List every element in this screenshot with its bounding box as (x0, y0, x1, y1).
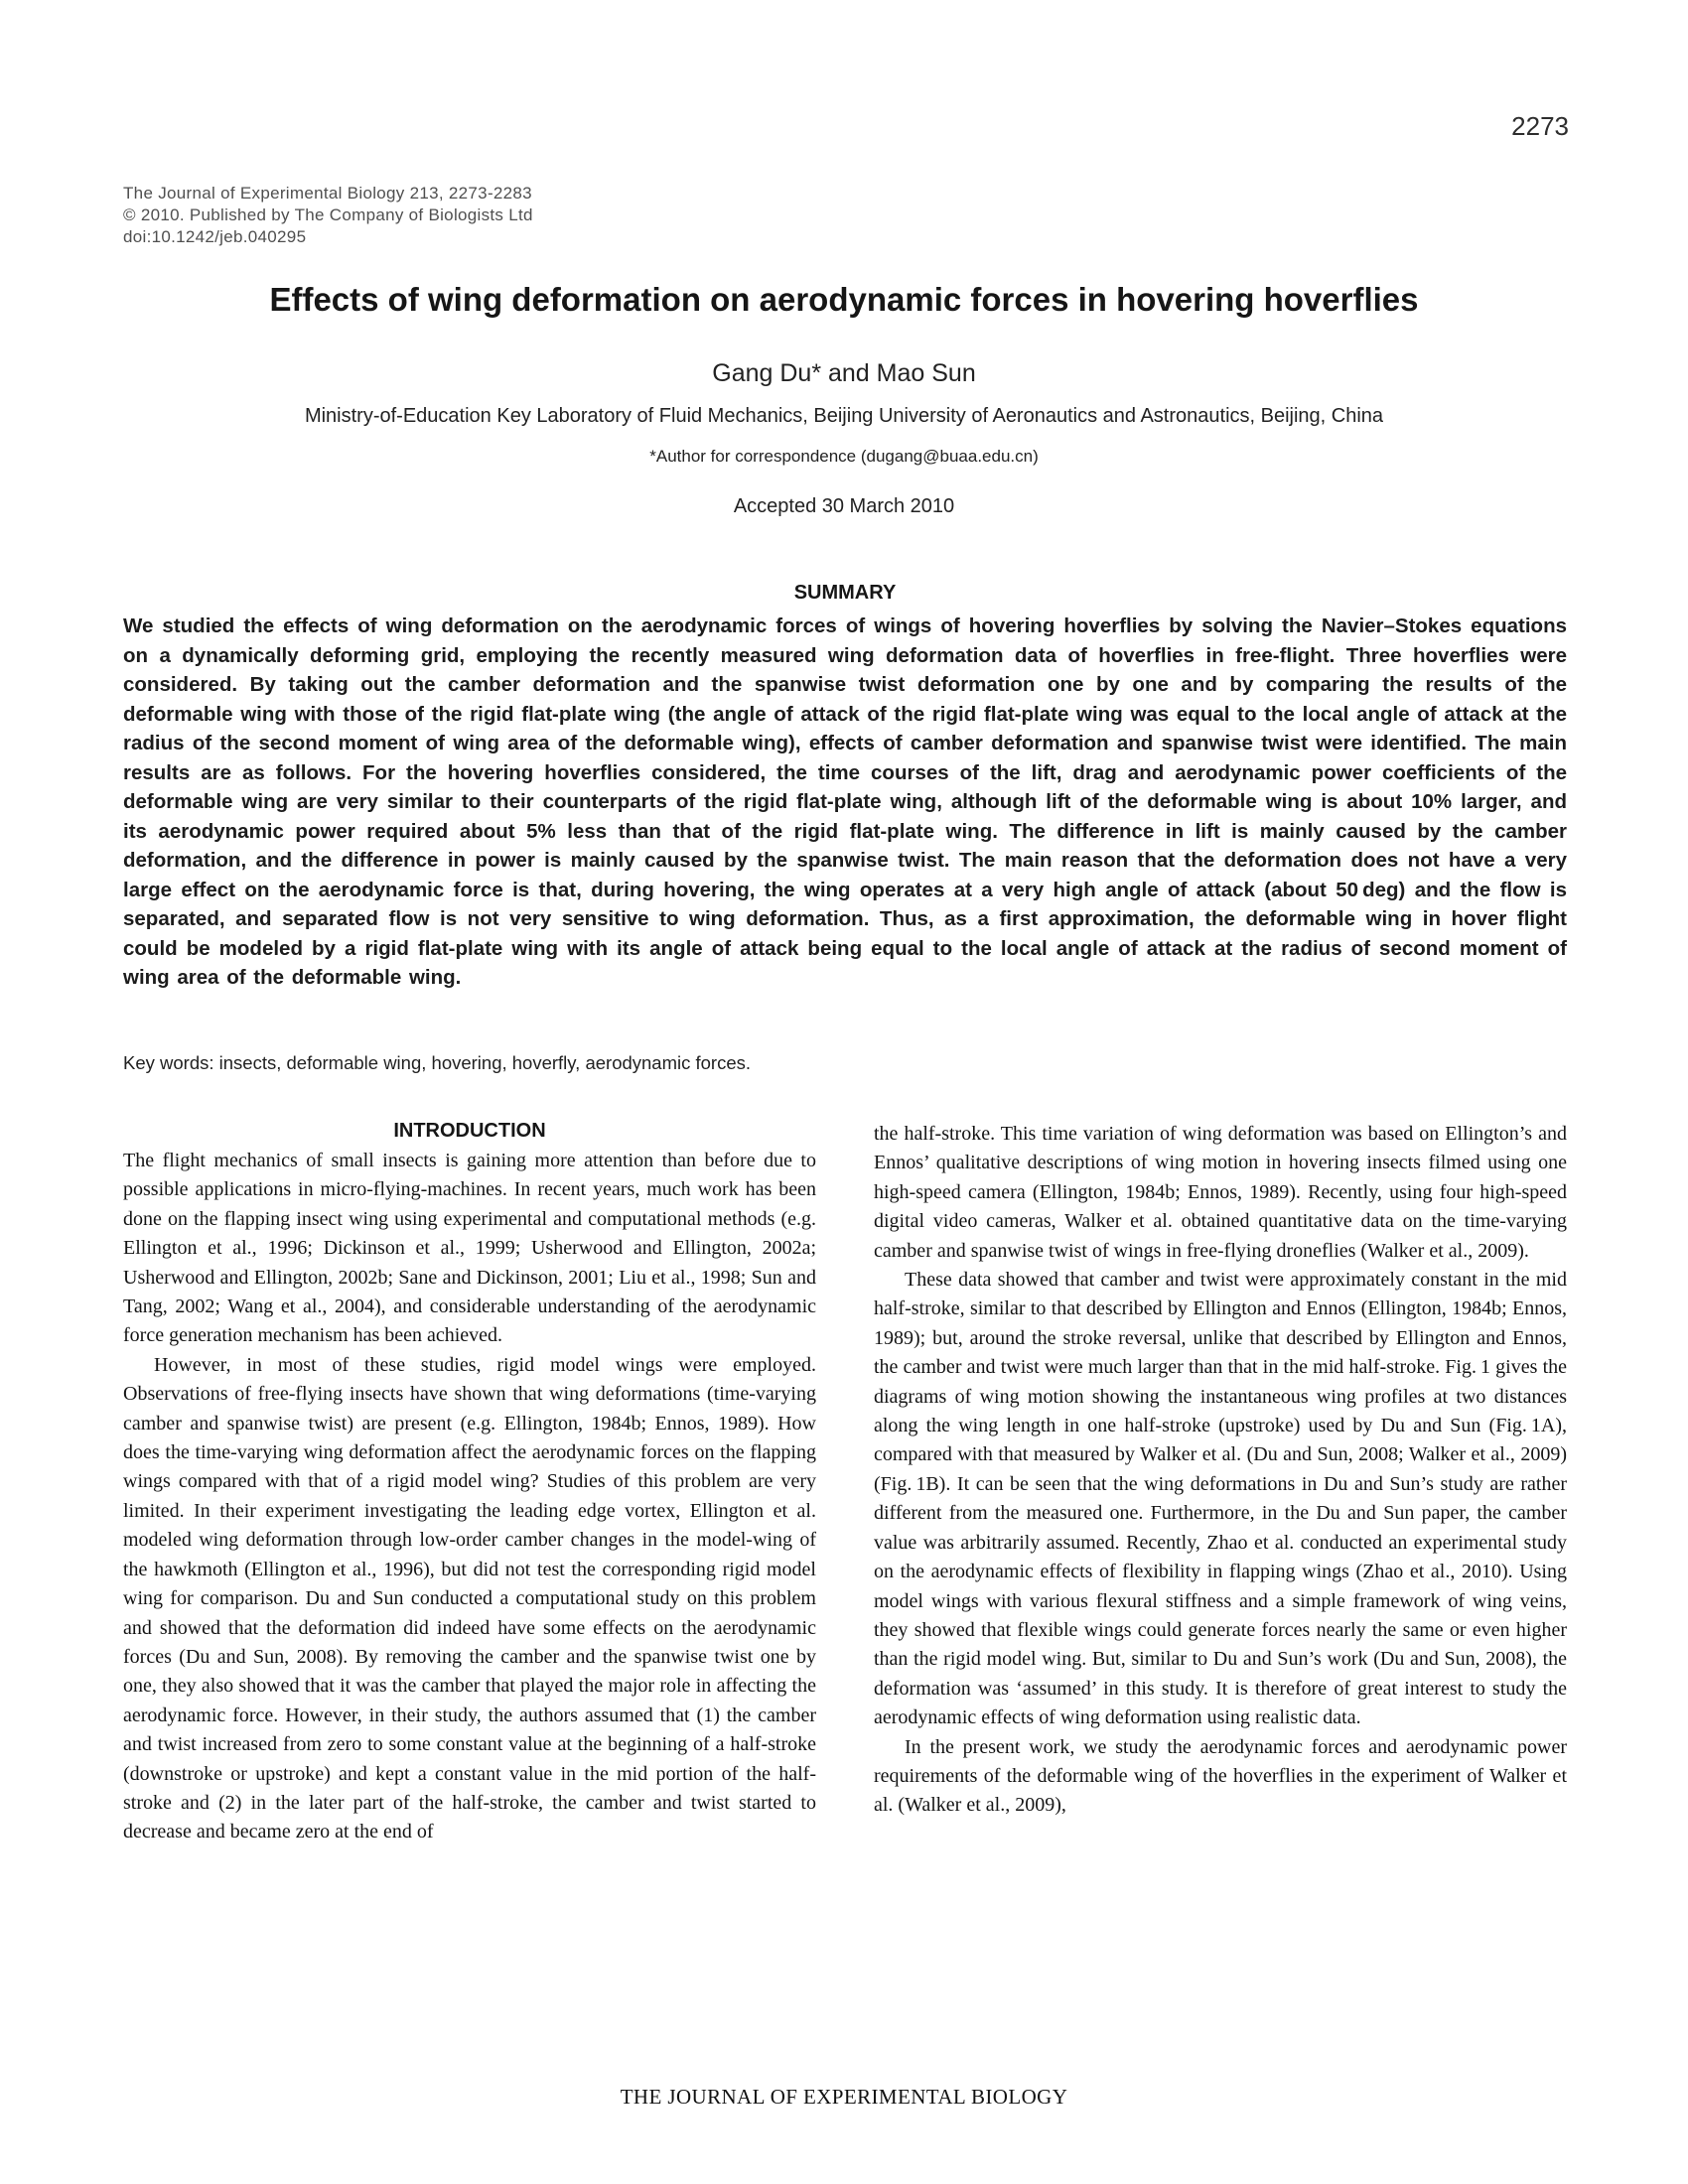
copyright-line: © 2010. Published by The Company of Biologists Ltd (123, 205, 533, 224)
doi-line: doi:10.1242/jeb.040295 (123, 227, 307, 246)
keywords-line: Key words: insects, deformable wing, hovering, hoverfly, aerodynamic forces. (123, 1052, 752, 1073)
intro-paragraph: However, in most of these studies, rigid model wings were employed. Observations of free-flying insects have shown that wing deformations (time-varying camber and spanwise twist) are present (e.g. Ellington, 1984b; Ennos, 1989). How does the time-varying wing deformation affect the aerodynamic forces on the flapping wings compared with that of a rigid model wing? Studies of this problem are very limited. In their experiment investigating the leading edge vortex, Ellington et al. modeled wing deformation through low-order camber changes in the model-wing of the hawkmoth (Ellington et al., 1996), but did not test the corresponding rigid model wing for comparison. Du and Sun conducted a computational study on this problem and showed that the deformation did indeed have some effects on the aerodynamic forces (Du and Sun, 2008). By removing the camber and the spanwise twist one by one, they also showed that it was the camber that played the major role in affecting the aerodynamic force. However, in their study, the authors assumed that (1) the camber and twist increased from zero to some constant value at the beginning of a half-stroke (downstroke or upstroke) and kept a constant value in the mid portion of the half-stroke and (2) in the later part of the half-stroke, the camber and twist started to decrease and became zero at the end of (123, 1353, 816, 1843)
page-number: 2273 (1511, 111, 1569, 141)
affiliation-line: Ministry-of-Education Key Laboratory of Fluid Mechanics, Beijing University of Aeronautics and Astronautics, Beijing, China (304, 405, 1384, 427)
right-column (874, 1120, 1567, 1847)
accepted-date-line: Accepted 30 March 2010 (733, 495, 955, 517)
journal-citation-line: The Journal of Experimental Biology 213, 2273-2283 (123, 184, 532, 203)
two-column-body (123, 1120, 1567, 1847)
journal-header-block (123, 183, 533, 248)
journal-footer: THE JOURNAL OF EXPERIMENTAL BIOLOGY (620, 2085, 1068, 2109)
intro-paragraph: The flight mechanics of small insects is gaining more attention than before due to possible applications in micro-flying-machines. In recent years, much work has been done on the flapping insect wing using experimental and computational methods (e.g. Ellington et al., 1996; Dickinson et al., 1999; Usherwood and Ellington, 2002a; Usherwood and Ellington, 2002b; Sane and Dickinson, 2001; Liu et al., 1998; Sun and Tang, 2002; Wang et al., 2004), and considerable understanding of the aerodynamic force generation mechanism has been achieved. (123, 1150, 816, 1347)
left-column (123, 1120, 816, 1847)
paper-title: Effects of wing deformation on aerodynamic forces in hovering hoverflies (269, 281, 1419, 318)
introduction-heading: INTRODUCTION (393, 1120, 546, 1142)
correspondence-line: *Author for correspondence (dugang@buaa.edu.cn) (649, 447, 1039, 466)
intro-paragraph: In the present work, we study the aerodynamic forces and aerodynamic power requirements of the deformable wing of the hoverflies in the experiment of Walker et al. (Walker et al., 2009), (874, 1735, 1567, 1817)
summary-heading: SUMMARY (793, 582, 897, 604)
intro-paragraph: the half-stroke. This time variation of wing deformation was based on Ellington’s and Ennos’ qualitative descriptions of wing motion in hovering insects filmed using one high-speed camera (Ellington, 1984b; Ennos, 1989). Recently, using four high-speed digital video cameras, Walker et al. obtained quantitative data on the time-varying camber and spanwise twist of wings in free-flying droneflies (Walker et al., 2009). (874, 1123, 1567, 1262)
intro-paragraph: These data showed that camber and twist were approximately constant in the mid half-stroke, similar to that described by Ellington and Ennos (Ellington, 1984b; Ennos, 1989); but, around the stroke reversal, unlike that described by Ellington and Ennos, the camber and twist were much larger than that in the mid half-stroke. Fig. 1 gives the diagrams of wing motion showing the instantaneous wing profiles at two distances along the wing length in one half-stroke (upstroke) used by Du and Sun (Fig. 1A), compared with that measured by Walker et al. (Du and Sun, 2008; Walker et al., 2009) (Fig. 1B). It can be seen that the wing deformations in Du and Sun’s study are rather different from the measured one. Furthermore, in the Du and Sun paper, the camber value was arbitrarily assumed. Recently, Zhao et al. conducted an experimental study on the aerodynamic effects of flexibility in flapping wings (Zhao et al., 2010). Using model wings with various flexural stiffness and a simple framework of wing veins, they showed that flexible wings could generate forces nearly the same or even higher than the rigid model wing. But, similar to Du and Sun’s work (Du and Sun, 2008), the deformation was ‘assumed’ in this study. It is therefore of great interest to study the aerodynamic effects of wing deformation using realistic data. (874, 1269, 1567, 1729)
authors-line: Gang Du* and Mao Sun (712, 359, 976, 387)
summary-section (123, 582, 1567, 993)
summary-body: We studied the effects of wing deformation on the aerodynamic forces of wings of hovering hoverflies by solving the Navier–Stokes equations on a dynamically deforming grid, employing the recently measured wing deformation data of hoverflies in free-flight. Three hoverflies were considered. By taking out the camber deformation and the spanwise twist deformation one by one and by comparing the results of the deformable wing with those of the rigid flat-plate wing (the angle of attack of the rigid flat-plate wing was equal to the local angle of attack at the radius of the second moment of wing area of the deformable wing), effects of camber deformation and spanwise twist were identified. The main results are as follows. For the hovering hoverflies considered, the time courses of the lift, drag and aerodynamic power coefficients of the deformable wing are very similar to their counterparts of the rigid flat-plate wing, although lift of the deformable wing is about 10% larger, and its aerodynamic power required about 5% less than that of the rigid flat-plate wing. The difference in lift is mainly caused by the camber deformation, and the difference in power is mainly caused by the spanwise twist. The main reason that the deformation does not have a very large effect on the aerodynamic force is that, during hovering, the wing operates at a very high angle of attack (about 50 deg) and the flow is separated, and separated flow is not very sensitive to wing deformation. Thus, as a first approximation, the deformable wing in hover flight could be modeled by a rigid flat-plate wing with its angle of attack being equal to the local angle of attack at the radius of second moment of wing area of the deformable wing. (123, 614, 1567, 989)
